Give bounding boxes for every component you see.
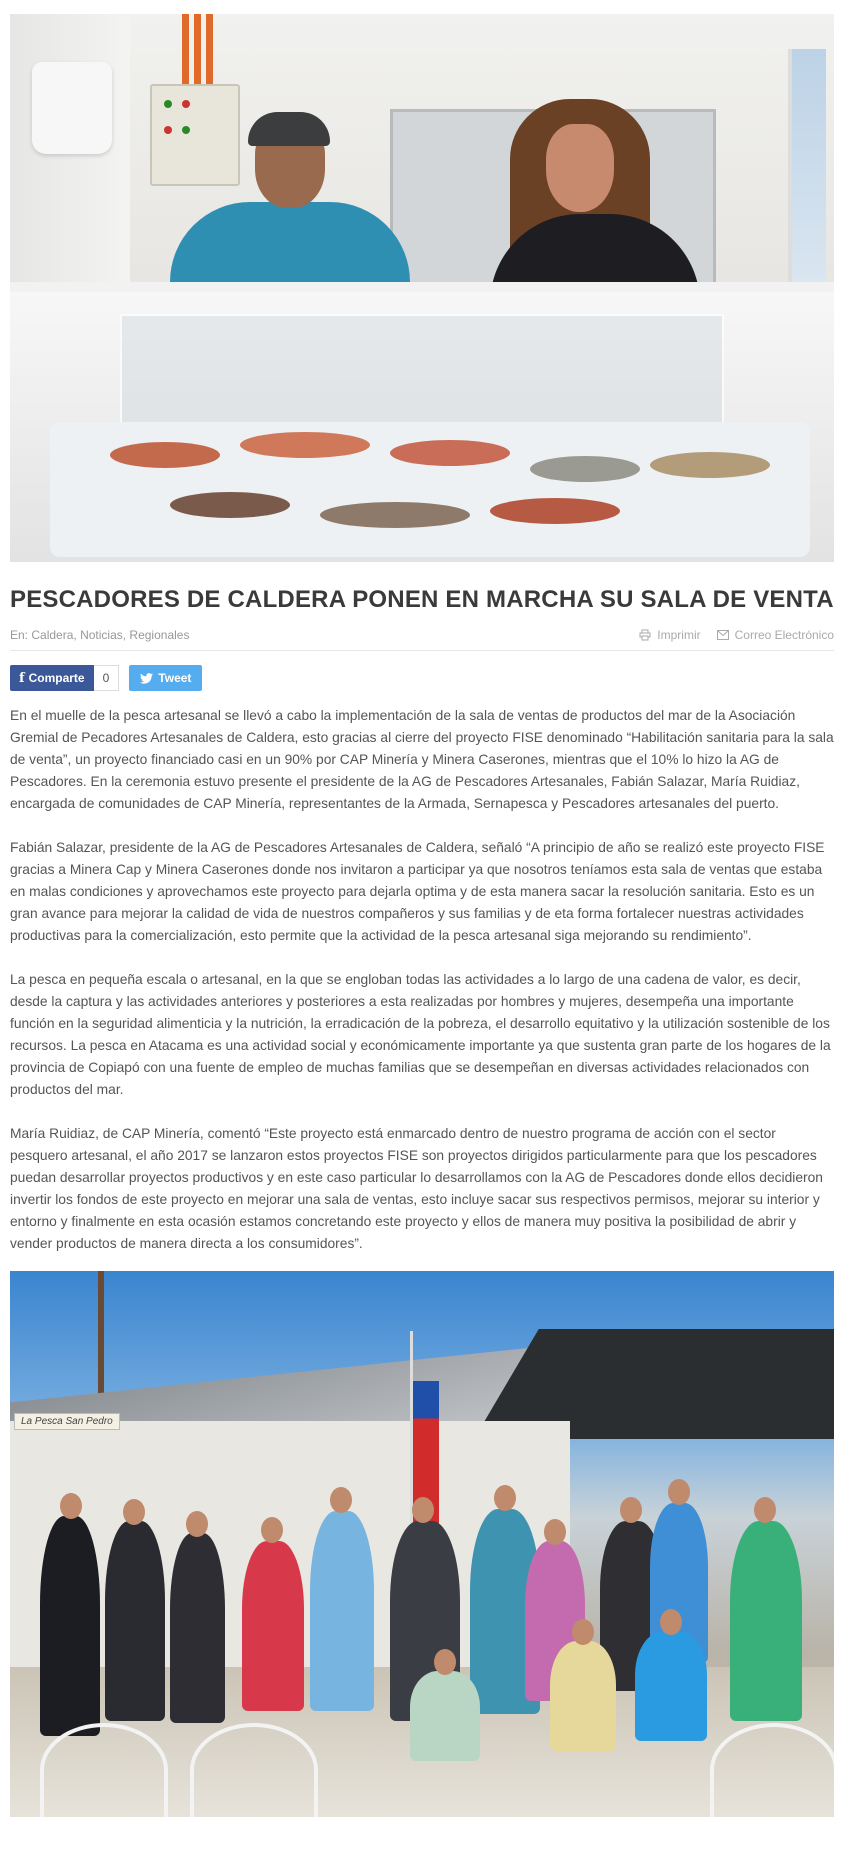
fish-display-case bbox=[10, 282, 834, 562]
group-photo bbox=[10, 1271, 834, 1817]
article-paragraph: María Ruidiaz, de CAP Minería, comentó “Este proyecto está enmarcado dentro de nuestro programa de acción con el sector pesquero artesanal, el año 2017 se lanzaron estos proyectos FISE son proyectos dirigidos particularmente para que los pescadores puedan desarrollar proyectos productivos y en este caso particular lo desarrollamos con la AG de Pescadores donde ellos decidieron invertir los fondos de este proyecto en mejorar una sala de ventas, esto incluye sacar sus respectivos permisos, mejorar su interior y entorno y finalmente en esta ocasión estamos concretando este proyecto y ellos de manera muy positiva la posibilidad de abrir y vender productos de manera directa a los consumidores”. bbox=[10, 1126, 823, 1251]
email-label: Correo Electrónico bbox=[734, 628, 834, 642]
envelope-icon bbox=[717, 630, 729, 640]
category-link-regionales[interactable]: Regionales bbox=[129, 628, 190, 642]
tweet-label: Tweet bbox=[158, 671, 192, 685]
category-link-caldera[interactable]: Caldera bbox=[31, 628, 74, 642]
email-button[interactable] bbox=[717, 628, 834, 642]
photo-person bbox=[310, 1511, 374, 1711]
tweet-button[interactable] bbox=[129, 665, 202, 691]
photo-person bbox=[170, 1533, 225, 1723]
article-paragraph: La pesca en pequeña escala o artesanal, en la que se engloban todas las actividades a lo largo de una cadena de valor, es decir, desde la captura y las actividades anteriores y posteriores a esta realizadas por hombres y mujeres, desempeña una importante función en la seguridad alimenticia y la nutrición, la erradicación de la pobreza, el desarrollo equitativo y la utilización sostenible de los recursos. La pesca en Atacama es una actividad social y económicamente importante ya que sustenta gran parte de los hogares de la provincia de Copiapó con una fuente de empleo de muchas familias que se desempeñan en diversas actividades relacionados con productos del mar. bbox=[10, 972, 831, 1097]
facebook-share bbox=[10, 665, 119, 691]
photo-person bbox=[730, 1521, 802, 1721]
photo-shop-sign: La Pesca San Pedro bbox=[14, 1413, 120, 1430]
article-title: PESCADORES DE CALDERA PONEN EN MARCHA SU SALA DE VENTA bbox=[10, 586, 834, 613]
photo-chair bbox=[40, 1723, 168, 1817]
article-tools bbox=[639, 628, 834, 642]
photo-chair bbox=[710, 1723, 834, 1817]
photo-person bbox=[40, 1516, 100, 1736]
article-paragraph: En el muelle de la pesca artesanal se llevó a cabo la implementación de la sala de ventas de productos del mar de la Asociación Gremial de Pecadores Artesanales de Caldera, esto gracias al cierre del proyecto FISE denominado “Habilitación sanitaria para la sala de venta”, un proyecto financiado casi en un 90% por CAP Minería y Minera Caserones, mientras que el 10% lo hizo la AG de Pescadores. En la ceremonia estuvo presente el presidente de la AG de Pescadores Artesanales, Fabián Salazar, María Ruidiaz, encargada de comunidades de CAP Minería, representantes de la Armada, Sernapesca y Pescadores artesanales del puerto. bbox=[10, 708, 834, 811]
printer-icon bbox=[639, 629, 651, 641]
category-prefix: En: bbox=[10, 628, 29, 642]
article bbox=[10, 14, 834, 1817]
photo-chair bbox=[190, 1723, 318, 1817]
photo-person bbox=[242, 1541, 304, 1711]
towel-dispenser bbox=[32, 62, 112, 154]
meta-divider bbox=[10, 650, 834, 651]
facebook-share-button[interactable] bbox=[10, 665, 94, 691]
chile-flag bbox=[410, 1331, 438, 1471]
facebook-share-label: Comparte bbox=[28, 671, 85, 685]
photo-pipes bbox=[180, 14, 220, 94]
facebook-icon: f bbox=[19, 670, 25, 686]
hero-photo bbox=[10, 14, 834, 562]
share-bar bbox=[10, 665, 834, 691]
photo-person bbox=[105, 1521, 165, 1721]
twitter-icon bbox=[140, 673, 153, 684]
article-paragraph: Fabián Salazar, presidente de la AG de Pescadores Artesanales de Caldera, señaló “A principio de año se realizó este proyecto FISE gracias a Minera Cap y Minera Caserones donde nos invitaron a participar ya que nosotros teníamos esta sala de ventas que estaba en malas condiciones y aprovechamos este proyecto para dejarla optima y de esta manera sacar la resolución sanitaria. Esto es un gran avance para mejorar la calidad de vida de nuestros compañeros y sus familias y de eta forma fortalecer nuestras actividades productivas para la comercialización, esto permite que la actividad de la pesca artesanal siga mejorando su rendimiento”. bbox=[10, 840, 825, 943]
ice-bed bbox=[50, 422, 810, 557]
category-list: En: Caldera, Noticias, Regionales bbox=[10, 628, 190, 642]
print-button[interactable] bbox=[639, 628, 700, 642]
category-link-noticias[interactable]: Noticias bbox=[80, 628, 123, 642]
print-label: Imprimir bbox=[657, 628, 701, 642]
article-meta bbox=[10, 628, 834, 642]
photo-person bbox=[635, 1631, 707, 1741]
article-body bbox=[10, 705, 834, 1255]
photo-person bbox=[410, 1671, 480, 1761]
facebook-share-count: 0 bbox=[94, 665, 120, 691]
photo-person bbox=[550, 1641, 616, 1751]
